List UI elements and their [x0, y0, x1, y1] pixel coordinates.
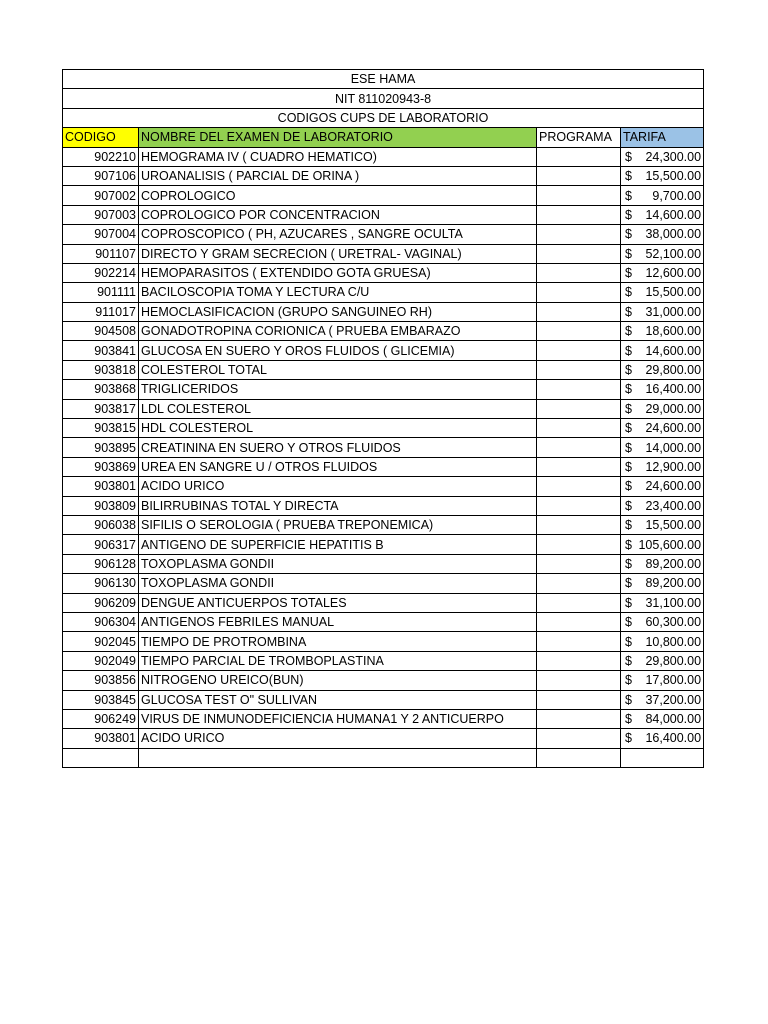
- cell-tarifa[interactable]: [621, 593, 704, 612]
- table-row: [63, 593, 704, 612]
- cell-programa[interactable]: [537, 186, 621, 205]
- cell-nombre[interactable]: [139, 748, 537, 767]
- table-row: [63, 496, 704, 515]
- cell-tarifa[interactable]: [621, 225, 704, 244]
- currency-sign: $: [625, 518, 632, 533]
- cell-nombre[interactable]: UROANALISIS ( PARCIAL DE ORINA ): [139, 166, 537, 185]
- tarifa-amount: 14,600.00: [645, 207, 702, 222]
- cell-codigo[interactable]: 907003: [63, 205, 139, 224]
- cell-codigo[interactable]: [63, 748, 139, 767]
- cell-tarifa[interactable]: [621, 263, 704, 282]
- currency-sign: $: [625, 498, 632, 513]
- cell-codigo[interactable]: 903801: [63, 729, 139, 748]
- cell-tarifa[interactable]: [621, 535, 704, 554]
- table-row: [63, 651, 704, 670]
- cell-tarifa[interactable]: [621, 457, 704, 476]
- tarifa-amount: 24,300.00: [645, 149, 702, 164]
- cell-nombre[interactable]: HEMOGRAMA IV ( CUADRO HEMATICO): [139, 147, 537, 166]
- tarifa-amount: 12,600.00: [645, 266, 702, 281]
- cell-nombre[interactable]: TOXOPLASMA GONDII: [139, 574, 537, 593]
- cell-nombre[interactable]: TIEMPO DE PROTROMBINA: [139, 632, 537, 651]
- tarifa-amount: 15,500.00: [645, 285, 702, 300]
- cell-codigo[interactable]: 906128: [63, 554, 139, 573]
- tarifa-amount: 29,000.00: [645, 401, 702, 416]
- cell-programa[interactable]: [537, 380, 621, 399]
- table-row: [63, 322, 704, 341]
- currency-sign: $: [625, 692, 632, 707]
- cell-codigo[interactable]: 904508: [63, 322, 139, 341]
- currency-sign: $: [625, 149, 632, 164]
- cell-tarifa[interactable]: [621, 671, 704, 690]
- table-row: [63, 671, 704, 690]
- currency-sign: $: [625, 576, 632, 591]
- cell-codigo[interactable]: 903856: [63, 671, 139, 690]
- title-row-2: [63, 89, 704, 108]
- cell-codigo[interactable]: 902214: [63, 263, 139, 282]
- tarifa-amount: 10,800.00: [645, 634, 702, 649]
- tarifa-amount: 105,600.00: [638, 537, 702, 552]
- cell-programa[interactable]: [537, 322, 621, 341]
- currency-sign: $: [625, 731, 632, 746]
- cell-nombre[interactable]: ANTIGENOS FEBRILES MANUAL: [139, 612, 537, 631]
- sheet-title-cell[interactable]: CODIGOS CUPS DE LABORATORIO: [63, 108, 704, 127]
- cell-tarifa[interactable]: [621, 419, 704, 438]
- tarifa-amount: 14,600.00: [645, 343, 702, 358]
- tarifa-amount: 16,400.00: [645, 382, 702, 397]
- cell-codigo[interactable]: 907004: [63, 225, 139, 244]
- cell-tarifa[interactable]: [621, 477, 704, 496]
- cell-programa[interactable]: [537, 360, 621, 379]
- table-row: [63, 632, 704, 651]
- column-header-codigo[interactable]: CODIGO: [63, 128, 139, 147]
- cell-codigo[interactable]: 903845: [63, 690, 139, 709]
- cell-nombre[interactable]: ACIDO URICO: [139, 477, 537, 496]
- currency-sign: $: [625, 615, 632, 630]
- tarifa-amount: 60,300.00: [645, 615, 702, 630]
- table-row: [63, 186, 704, 205]
- tarifa-amount: 89,200.00: [645, 576, 702, 591]
- cell-tarifa[interactable]: [621, 302, 704, 321]
- table-row: [63, 302, 704, 321]
- currency-sign: $: [625, 556, 632, 571]
- cell-nombre[interactable]: HEMOPARASITOS ( EXTENDIDO GOTA GRUESA): [139, 263, 537, 282]
- cell-tarifa[interactable]: [621, 496, 704, 515]
- cell-programa[interactable]: [537, 457, 621, 476]
- cell-nombre[interactable]: DIRECTO Y GRAM SECRECION ( URETRAL- VAGINAL): [139, 244, 537, 263]
- cell-nombre[interactable]: BILIRRUBINAS TOTAL Y DIRECTA: [139, 496, 537, 515]
- table-row: [63, 477, 704, 496]
- cell-programa[interactable]: [537, 341, 621, 360]
- cell-codigo[interactable]: 907002: [63, 186, 139, 205]
- cell-codigo[interactable]: 903869: [63, 457, 139, 476]
- title-row-1: [63, 70, 704, 89]
- cell-nombre[interactable]: ANTIGENO DE SUPERFICIE HEPATITIS B: [139, 535, 537, 554]
- cell-programa[interactable]: [537, 205, 621, 224]
- cell-programa[interactable]: [537, 302, 621, 321]
- cell-tarifa[interactable]: [621, 360, 704, 379]
- tarifa-amount: 84,000.00: [645, 712, 702, 727]
- cell-programa[interactable]: [537, 263, 621, 282]
- table-row: [63, 399, 704, 418]
- cell-codigo[interactable]: 903868: [63, 380, 139, 399]
- cell-tarifa[interactable]: [621, 574, 704, 593]
- cell-programa[interactable]: [537, 593, 621, 612]
- column-header-nombre[interactable]: NOMBRE DEL EXAMEN DE LABORATORIO: [139, 128, 537, 147]
- table-row: [63, 263, 704, 282]
- cell-codigo[interactable]: 903801: [63, 477, 139, 496]
- tarifa-amount: 15,500.00: [645, 518, 702, 533]
- currency-sign: $: [625, 653, 632, 668]
- tarifa-amount: 18,600.00: [645, 324, 702, 339]
- cell-codigo[interactable]: 903841: [63, 341, 139, 360]
- cell-codigo[interactable]: 901111: [63, 283, 139, 302]
- table-row: [63, 574, 704, 593]
- cell-tarifa[interactable]: [621, 729, 704, 748]
- currency-sign: $: [625, 169, 632, 184]
- cell-codigo[interactable]: 906209: [63, 593, 139, 612]
- cell-codigo[interactable]: 903818: [63, 360, 139, 379]
- currency-sign: $: [625, 227, 632, 242]
- cell-programa[interactable]: [537, 225, 621, 244]
- cell-programa[interactable]: [537, 438, 621, 457]
- cell-nombre[interactable]: CREATININA EN SUERO Y OTROS FLUIDOS: [139, 438, 537, 457]
- cell-tarifa[interactable]: [621, 186, 704, 205]
- cell-codigo[interactable]: 901107: [63, 244, 139, 263]
- cell-codigo[interactable]: 903815: [63, 419, 139, 438]
- cell-tarifa[interactable]: [621, 709, 704, 728]
- cell-tarifa[interactable]: [621, 166, 704, 185]
- currency-sign: $: [625, 188, 632, 203]
- currency-sign: $: [625, 324, 632, 339]
- cell-codigo[interactable]: 903817: [63, 399, 139, 418]
- table-row: [63, 166, 704, 185]
- currency-sign: $: [625, 304, 632, 319]
- cell-programa[interactable]: [537, 419, 621, 438]
- cell-programa[interactable]: [537, 496, 621, 515]
- table-row: [63, 515, 704, 534]
- cell-nombre[interactable]: COLESTEROL TOTAL: [139, 360, 537, 379]
- table-row: [63, 535, 704, 554]
- cell-codigo[interactable]: 911017: [63, 302, 139, 321]
- cell-programa[interactable]: [537, 748, 621, 767]
- cell-nombre[interactable]: GONADOTROPINA CORIONICA ( PRUEBA EMBARAZO: [139, 322, 537, 341]
- currency-sign: $: [625, 285, 632, 300]
- cell-codigo[interactable]: 906317: [63, 535, 139, 554]
- cell-programa[interactable]: [537, 535, 621, 554]
- cell-programa[interactable]: [537, 515, 621, 534]
- cell-nombre[interactable]: TOXOPLASMA GONDII: [139, 554, 537, 573]
- table-row: [63, 729, 704, 748]
- cell-nombre[interactable]: COPROLOGICO: [139, 186, 537, 205]
- currency-sign: $: [625, 479, 632, 494]
- cell-programa[interactable]: [537, 671, 621, 690]
- cell-codigo[interactable]: 903895: [63, 438, 139, 457]
- cell-nombre[interactable]: HEMOCLASIFICACION (GRUPO SANGUINEO RH): [139, 302, 537, 321]
- cell-tarifa[interactable]: [621, 205, 704, 224]
- cell-programa[interactable]: [537, 651, 621, 670]
- cell-programa[interactable]: [537, 166, 621, 185]
- tarifa-amount: 17,800.00: [645, 673, 702, 688]
- table-row: [63, 244, 704, 263]
- cell-programa[interactable]: [537, 632, 621, 651]
- table-row: [63, 283, 704, 302]
- cell-codigo[interactable]: 906130: [63, 574, 139, 593]
- cell-tarifa[interactable]: [621, 438, 704, 457]
- tarifa-amount: 14,000.00: [645, 440, 702, 455]
- nit-cell[interactable]: NIT 811020943-8: [63, 89, 704, 108]
- currency-sign: $: [625, 207, 632, 222]
- cell-programa[interactable]: [537, 283, 621, 302]
- org-name-cell[interactable]: ESE HAMA: [63, 70, 704, 89]
- cell-programa[interactable]: [537, 690, 621, 709]
- cell-nombre[interactable]: BACILOSCOPIA TOMA Y LECTURA C/U: [139, 283, 537, 302]
- currency-sign: $: [625, 363, 632, 378]
- tarifa-amount: 24,600.00: [645, 421, 702, 436]
- tarifa-amount: 38,000.00: [645, 227, 702, 242]
- cell-tarifa[interactable]: [621, 283, 704, 302]
- cell-codigo[interactable]: 902045: [63, 632, 139, 651]
- cell-nombre[interactable]: HDL COLESTEROL: [139, 419, 537, 438]
- cell-tarifa[interactable]: [621, 690, 704, 709]
- cell-tarifa[interactable]: [621, 399, 704, 418]
- lab-codes-table: [62, 69, 704, 768]
- cell-nombre[interactable]: DENGUE ANTICUERPOS TOTALES: [139, 593, 537, 612]
- tarifa-amount: 9,700.00: [652, 188, 702, 203]
- cell-nombre[interactable]: ACIDO URICO: [139, 729, 537, 748]
- cell-programa[interactable]: [537, 147, 621, 166]
- cell-tarifa[interactable]: [621, 632, 704, 651]
- cell-programa[interactable]: [537, 574, 621, 593]
- currency-sign: $: [625, 266, 632, 281]
- column-header-tarifa[interactable]: TARIFA: [621, 128, 704, 147]
- cell-tarifa[interactable]: [621, 380, 704, 399]
- tarifa-amount: 89,200.00: [645, 556, 702, 571]
- cell-nombre[interactable]: COPROLOGICO POR CONCENTRACION: [139, 205, 537, 224]
- cell-codigo[interactable]: 903809: [63, 496, 139, 515]
- table-row: [63, 457, 704, 476]
- table-row: [63, 554, 704, 573]
- cell-tarifa[interactable]: [621, 748, 704, 767]
- tarifa-amount: 15,500.00: [645, 169, 702, 184]
- currency-sign: $: [625, 401, 632, 416]
- cell-tarifa[interactable]: [621, 341, 704, 360]
- currency-sign: $: [625, 460, 632, 474]
- cell-nombre[interactable]: TIEMPO PARCIAL DE TROMBOPLASTINA: [139, 651, 537, 670]
- cell-codigo[interactable]: 907106: [63, 166, 139, 185]
- cell-nombre[interactable]: LDL COLESTEROL: [139, 399, 537, 418]
- column-header-programa[interactable]: PROGRAMA: [537, 128, 621, 147]
- currency-sign: $: [625, 421, 632, 436]
- cell-nombre[interactable]: UREA EN SANGRE U / OTROS FLUIDOS: [139, 457, 537, 476]
- cell-tarifa[interactable]: [621, 244, 704, 263]
- currency-sign: $: [625, 343, 632, 358]
- table-row: [63, 225, 704, 244]
- table-row: [63, 419, 704, 438]
- cell-tarifa[interactable]: [621, 554, 704, 573]
- table-row: [63, 709, 704, 728]
- cell-programa[interactable]: [537, 244, 621, 263]
- cell-programa[interactable]: [537, 477, 621, 496]
- currency-sign: $: [625, 382, 632, 397]
- table-row: [63, 612, 704, 631]
- currency-sign: $: [625, 712, 632, 727]
- column-header-row: [63, 128, 704, 147]
- tarifa-amount: 31,000.00: [645, 304, 702, 319]
- tarifa-amount: 29,800.00: [645, 363, 702, 378]
- tarifa-amount: 12,900.00: [645, 460, 702, 474]
- cell-tarifa[interactable]: [621, 322, 704, 341]
- tarifa-amount: 29,800.00: [645, 653, 702, 668]
- cell-tarifa[interactable]: [621, 147, 704, 166]
- tarifa-amount: 52,100.00: [645, 246, 702, 261]
- tarifa-amount: 24,600.00: [645, 479, 702, 494]
- cell-codigo[interactable]: 906038: [63, 515, 139, 534]
- cell-tarifa[interactable]: [621, 612, 704, 631]
- table-row: [63, 205, 704, 224]
- table-row: [63, 360, 704, 379]
- title-row-3: [63, 108, 704, 127]
- currency-sign: $: [625, 634, 632, 649]
- cell-tarifa[interactable]: [621, 515, 704, 534]
- cell-nombre[interactable]: COPROSCOPICO ( PH, AZUCARES , SANGRE OCULTA: [139, 225, 537, 244]
- cell-tarifa[interactable]: [621, 651, 704, 670]
- cell-nombre[interactable]: TRIGLICERIDOS: [139, 380, 537, 399]
- currency-sign: $: [625, 595, 632, 610]
- table-row: [63, 147, 704, 166]
- tarifa-amount: 16,400.00: [645, 731, 702, 746]
- currency-sign: $: [625, 246, 632, 261]
- cell-nombre[interactable]: GLUCOSA TEST O" SULLIVAN: [139, 690, 537, 709]
- currency-sign: $: [625, 537, 632, 552]
- table-row: [63, 748, 704, 767]
- cell-codigo[interactable]: 902210: [63, 147, 139, 166]
- tarifa-amount: 31,100.00: [645, 595, 702, 610]
- cell-codigo[interactable]: 902049: [63, 651, 139, 670]
- cell-codigo[interactable]: 906304: [63, 612, 139, 631]
- cell-programa[interactable]: [537, 612, 621, 631]
- cell-programa[interactable]: [537, 399, 621, 418]
- table-row: [63, 380, 704, 399]
- table-row: [63, 438, 704, 457]
- currency-sign: $: [625, 440, 632, 455]
- tarifa-amount: 37,200.00: [645, 692, 702, 707]
- cell-nombre[interactable]: NITROGENO UREICO(BUN): [139, 671, 537, 690]
- cell-programa[interactable]: [537, 709, 621, 728]
- cell-nombre[interactable]: SIFILIS O SEROLOGIA ( PRUEBA TREPONEMICA): [139, 515, 537, 534]
- cell-nombre[interactable]: GLUCOSA EN SUERO Y OROS FLUIDOS ( GLICEMIA): [139, 341, 537, 360]
- table-row: [63, 341, 704, 360]
- cell-programa[interactable]: [537, 554, 621, 573]
- cell-programa[interactable]: [537, 729, 621, 748]
- tarifa-amount: 23,400.00: [645, 498, 702, 513]
- currency-sign: $: [625, 673, 632, 688]
- table-row: [63, 690, 704, 709]
- cell-nombre[interactable]: VIRUS DE INMUNODEFICIENCIA HUMANA1 Y 2 ANTICUERPO: [139, 709, 537, 728]
- cell-codigo[interactable]: 906249: [63, 709, 139, 728]
